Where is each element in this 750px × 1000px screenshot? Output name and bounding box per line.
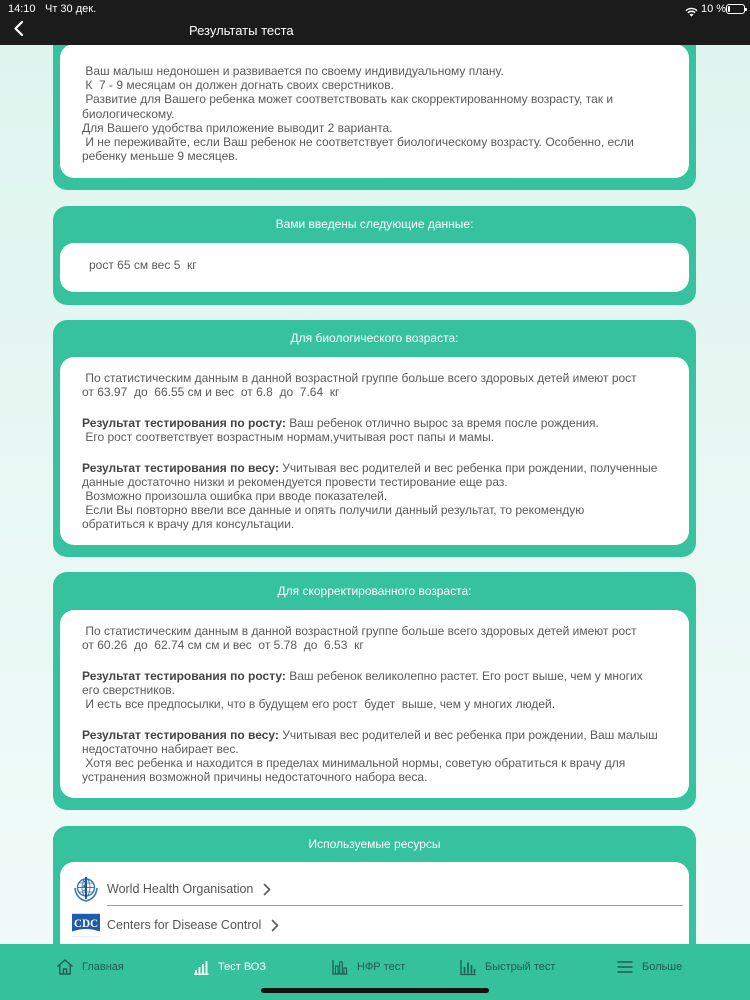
corrected-weight-result-text: Хотя вес ребенка и находится в пределах минимальной нормы, советую обратиться к врачу для — [82, 756, 626, 770]
intro-line: Ваш малыш недоношен и развивается по своему индивидуальному плану. — [82, 64, 504, 78]
intro-line: ребенку меньше 9 месяцев. — [82, 149, 238, 164]
corrected-stats-line: от 60.26 до 62.74 см см и вес от 5.78 до 6.53 кг — [82, 638, 364, 652]
bio-stats-line: от 63.97 до 66.55 см и вес от 6.8 до 7.64 кг — [82, 385, 340, 399]
top-bar — [0, 0, 750, 45]
wifi-icon — [685, 4, 698, 14]
bio-stats-line: По статистическим данным в данной возрастной группе больше всего здоровых детей имеют рост — [82, 371, 637, 385]
corrected-height-result — [82, 669, 689, 711]
tab-label: Главная — [82, 961, 124, 973]
corrected-weight-result — [82, 728, 689, 784]
back-button[interactable] — [10, 19, 30, 39]
growth-chart-icon — [192, 958, 210, 976]
back-chevron-icon — [10, 19, 30, 39]
bio-height-result-text: Его рост соответствует возрастным нормам,учитывая рост папы и мамы. — [82, 430, 495, 444]
bio-weight-result-text: обратиться к врачу для консультации. — [82, 517, 295, 531]
page-title: Результаты теста — [189, 23, 294, 38]
corrected-stats — [82, 624, 689, 652]
status-time: 14:10 — [8, 3, 36, 15]
intro-line: К 7 - 9 месяцам он должен догнать своих сверстников. — [82, 78, 394, 93]
intro-line: Для Вашего удобства приложение выводит 2 варианта. — [82, 120, 393, 135]
corrected-height-result-text: Ваш ребенок великолепно растет. Его рост выше, чем у многих — [285, 669, 643, 683]
biological-age-header: Для биологического возраста: — [290, 331, 459, 345]
intro-line: Развитие для Вашего ребенка может соответствовать как скорректированному возрасту, так и — [82, 92, 614, 107]
input-data-card — [53, 206, 696, 305]
corrected-age-header: Для скорректированного возраста: — [277, 584, 472, 598]
bio-stats — [82, 371, 689, 399]
corrected-stats-line: По статистическим данным в данной возрастной группе больше всего здоровых детей имеют рост — [82, 624, 637, 638]
chevron-right-icon — [263, 883, 271, 896]
tab-label: Быстрый тест — [485, 961, 556, 973]
menu-icon — [616, 958, 634, 976]
intro-line: И не переживайте, если Ваш ребенок не соответствует биологическому возрасту. Особенно, если — [82, 134, 634, 149]
battery-icon — [726, 4, 745, 14]
tab-home[interactable] — [56, 944, 124, 990]
bio-weight-result-text: Возможно произошла ошибка при вводе показателей. — [82, 489, 388, 503]
bar-chart-icon — [331, 958, 349, 976]
corrected-height-result-text: И есть все предпосылки, что в будущем его рост будет выше, чем у многих людей. — [82, 697, 556, 711]
resource-who[interactable] — [60, 872, 689, 906]
tab-who-test[interactable] — [192, 944, 266, 990]
bio-weight-result — [82, 461, 689, 531]
bio-weight-result-text: данные достаточно низки и рекомендуется провести тестирование еще раз. — [82, 475, 508, 489]
resource-cdc[interactable] — [60, 906, 689, 944]
input-data-header: Вами введены следующие данные: — [275, 217, 474, 231]
resource-label: Centers for Disease Control — [107, 918, 262, 932]
cdc-logo-text: CDC — [73, 917, 99, 930]
input-data-text: рост 65 см вес 5 кг — [89, 258, 197, 272]
corrected-weight-result-text: Учитывая вес родителей и вес ребенка при рождении, Ваш малыш — [278, 728, 658, 742]
who-logo-icon — [72, 875, 100, 903]
biological-age-body — [60, 357, 689, 545]
corrected-weight-result-text: устранения возможной причины недостаточного набора веса. — [82, 770, 428, 784]
intro-card-body — [60, 44, 689, 178]
tab-more[interactable] — [616, 944, 682, 990]
tab-label: Больше — [642, 961, 683, 973]
chevron-right-icon — [271, 919, 279, 932]
bio-height-result — [82, 416, 689, 444]
corrected-height-result-text: его сверстников. — [82, 683, 175, 697]
tab-label: НФР тест — [357, 961, 406, 973]
tab-label: Тест ВОЗ — [218, 961, 266, 973]
resources-header: Используемые ресурсы — [308, 837, 441, 851]
home-indicator — [261, 988, 489, 993]
axis-bar-chart-icon — [459, 958, 477, 976]
cdc-logo-icon — [72, 911, 100, 939]
corrected-weight-result-text: недостаточно набирает вес. — [82, 742, 239, 756]
bio-weight-result-text: Учитывая вес родителей и вес ребенка при рождении, полученные — [278, 461, 658, 475]
intro-line: биологическому. — [82, 106, 175, 121]
corrected-height-result-label: Результат тестирования по росту: — [82, 669, 286, 683]
input-data-body — [60, 243, 689, 292]
tab-nfr-test[interactable] — [331, 944, 405, 990]
corrected-age-card — [53, 572, 696, 810]
battery-level-fill — [728, 6, 730, 12]
battery-percent: 10 % — [701, 3, 727, 15]
corrected-weight-result-label: Результат тестирования по весу: — [82, 728, 279, 742]
bio-height-result-text: Ваш ребенок отлично вырос за время после рождения. — [285, 416, 599, 430]
bio-weight-result-text: Если Вы повторно ввели все данные и опять получили данный результат, то рекомендую — [82, 503, 585, 517]
corrected-age-body — [60, 610, 689, 798]
resource-label: World Health Organisation — [107, 882, 254, 896]
status-date: Чт 30 дек. — [45, 3, 97, 15]
home-icon — [56, 958, 74, 976]
biological-age-card — [53, 320, 696, 557]
bio-weight-result-label: Результат тестирования по весу: — [82, 461, 279, 475]
bio-height-result-label: Результат тестирования по росту: — [82, 416, 286, 430]
tab-quick-test[interactable] — [459, 944, 555, 990]
